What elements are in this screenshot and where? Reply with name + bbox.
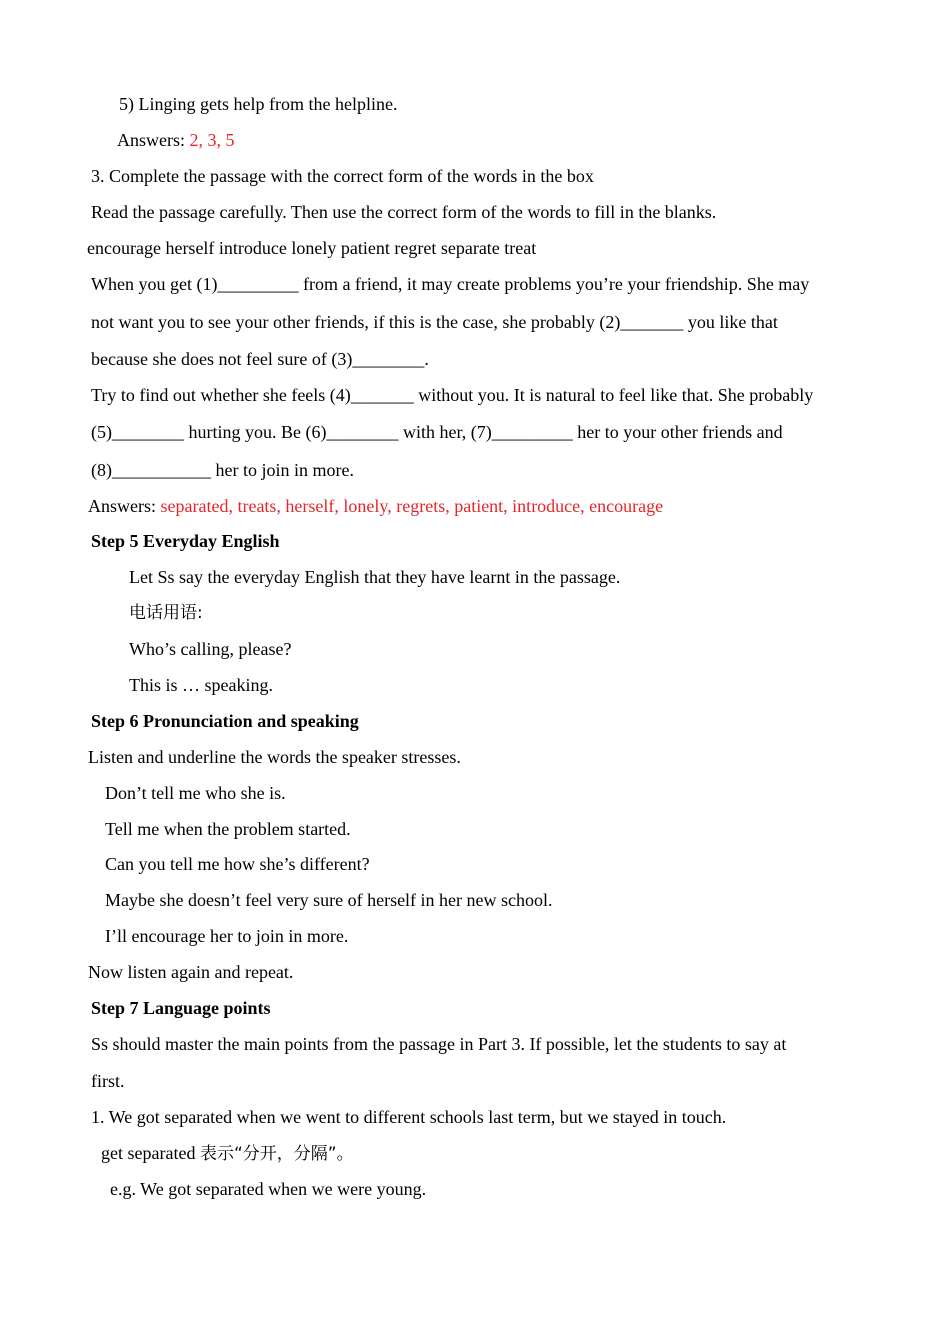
answers-line-1 — [117, 129, 235, 151]
language-point-1: 1. We got separated when we went to different schools last term, but we stayed in touch. — [91, 1107, 727, 1127]
phrase-meaning: 表示“分开，分隔”。 — [199, 1144, 354, 1164]
sentence-item: Tell me when the problem started. — [105, 819, 351, 839]
sentence-item: Don’t tell me who she is. — [105, 783, 286, 803]
passage-line: When you get (1)_________ from a friend, it may create problems you’re your friendship. She may — [91, 274, 810, 294]
phrase-item: Who’s calling, please? — [129, 639, 292, 659]
step-7-instruction-cont: first. — [91, 1071, 125, 1091]
task-3-instruction: Read the passage carefully. Then use the correct form of the words to fill in the blanks. — [91, 202, 717, 222]
passage-line: (8)___________ her to join in more. — [91, 460, 354, 480]
passage-line: (5)________ hurting you. Be (6)________ with her, (7)_________ her to your other friends and — [91, 422, 783, 442]
step-5-heading: Step 5 Everyday English — [91, 531, 280, 551]
step-5-instruction: Let Ss say the everyday English that they have learnt in the passage. — [129, 567, 621, 587]
step-7-heading: Step 7 Language points — [91, 998, 271, 1018]
step-7-instruction: Ss should master the main points from the passage in Part 3. If possible, let the students to say at — [91, 1034, 787, 1054]
answers-line-2 — [88, 495, 663, 517]
answers-label: Answers: — [117, 130, 190, 150]
phrase-item: This is … speaking. — [129, 675, 273, 695]
answers-label: Answers: — [88, 496, 161, 516]
passage-line: Try to find out whether she feels (4)_______ without you. It is natural to feel like that. She probably — [91, 385, 814, 405]
word-box: encourage herself introduce lonely patient regret separate treat — [87, 238, 537, 258]
task-3-heading: 3. Complete the passage with the correct form of the words in the box — [91, 166, 594, 186]
example-sentence: e.g. We got separated when we were young. — [110, 1179, 427, 1199]
phrase-term: get separated — [101, 1143, 200, 1163]
answers-value: 2, 3, 5 — [189, 130, 235, 150]
repeat-instruction: Now listen again and repeat. — [88, 962, 294, 982]
sentence-item: Can you tell me how she’s different? — [105, 854, 370, 874]
list-item-5: 5) Linging gets help from the helpline. — [119, 94, 398, 114]
sentence-item: Maybe she doesn’t feel very sure of herself in her new school. — [105, 890, 553, 910]
step-6-instruction: Listen and underline the words the speaker stresses. — [88, 747, 461, 767]
passage-line: because she does not feel sure of (3)________. — [91, 349, 429, 369]
sentence-item: I’ll encourage her to join in more. — [105, 926, 349, 946]
step-6-heading: Step 6 Pronunciation and speaking — [91, 711, 359, 731]
answers-value: separated, treats, herself, lonely, regrets, patient, introduce, encourage — [160, 496, 664, 516]
passage-line: not want you to see your other friends, if this is the case, she probably (2)_______ you like that — [91, 312, 778, 332]
language-point-1-note — [101, 1142, 354, 1165]
phone-phrases-label: 电话用语: — [129, 603, 203, 623]
